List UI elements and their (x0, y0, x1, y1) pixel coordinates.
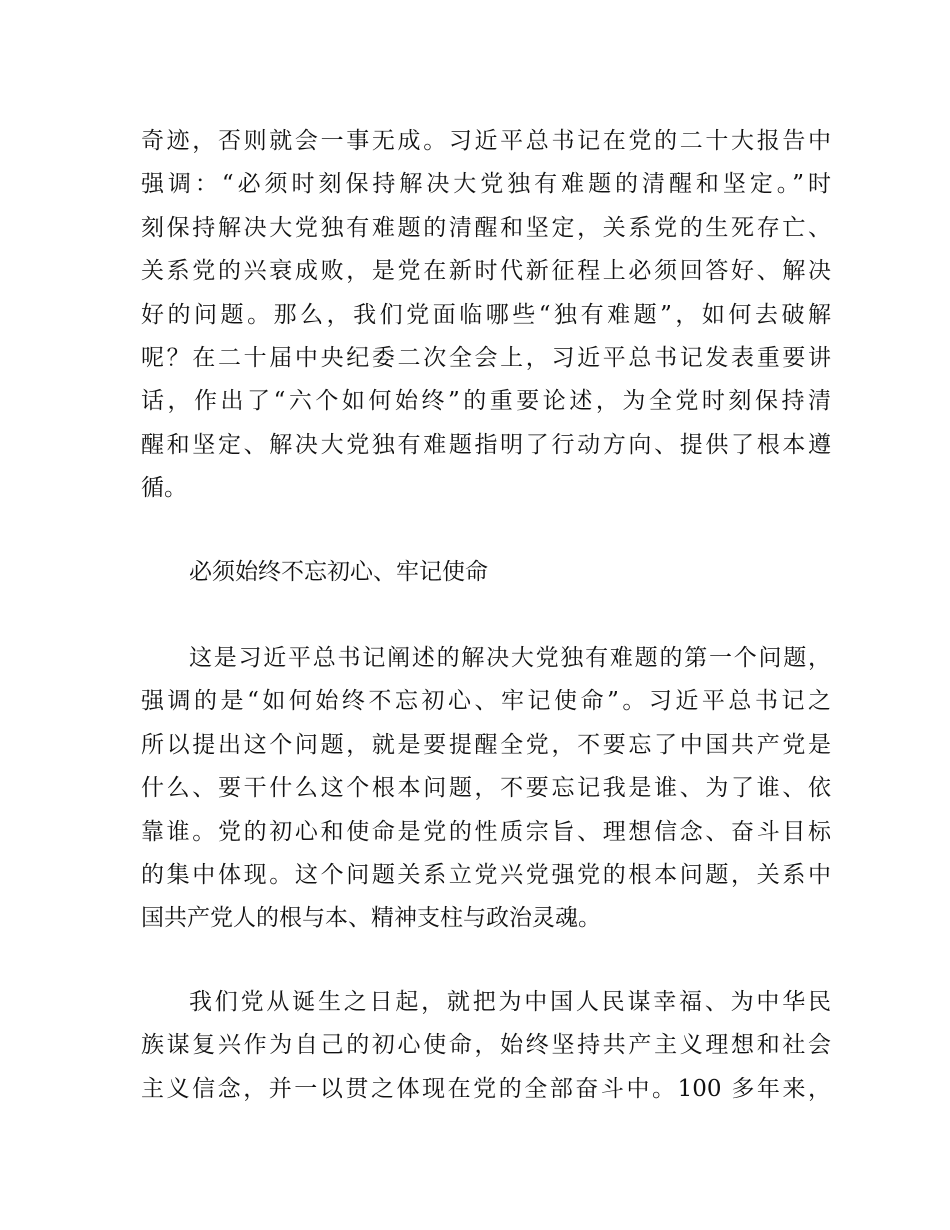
text-line: 好的问题。那么，我们党面临哪些“独有难题”，如何去破解 (141, 301, 831, 328)
text-line: 强调：“必须时刻保持解决大党独有难题的清醒和坚定。”时 (141, 171, 831, 198)
text-line: 族谋复兴作为自己的初心使命，始终坚持共产主义理想和社会 (141, 1032, 831, 1059)
text-line: 奇迹，否则就会一事无成。习近平总书记在党的二十大报告中 (141, 128, 831, 154)
text-line: 醒和坚定、解决大党独有难题指明了行动方向、提供了根本遵 (141, 431, 831, 458)
section-heading-text: 必须始终不忘初心、牢记使命 (189, 559, 488, 585)
text-line: 强调的是“如何始终不忘初心、牢记使命”。习近平总书记之 (141, 688, 831, 715)
text-line: 什么、要干什么这个根本问题，不要忘记我是谁、为了谁、依 (141, 775, 831, 802)
paragraph-3 (141, 981, 831, 1111)
text-line: 话，作出了“六个如何始终”的重要论述，为全党时刻保持清 (141, 388, 831, 415)
paragraph-2 (141, 637, 831, 941)
text-line: 刻保持解决大党独有难题的清醒和坚定，关系党的生死存亡、 (141, 214, 831, 241)
text-line: 关系党的兴衰成败，是党在新时代新征程上必须回答好、解决 (141, 258, 831, 285)
text-line: 国共产党人的根与本、精神支柱与政治灵魂。 (141, 905, 601, 932)
text-line: 我们党从诞生之日起，就把为中国人民谋幸福、为中华民 (189, 989, 831, 1015)
text-line: 的集中体现。这个问题关系立党兴党强党的根本问题，关系中 (141, 861, 831, 888)
paragraph-1 (141, 120, 831, 511)
text-line: 靠谁。党的初心和使命是党的性质宗旨、理想信念、奋斗目标 (141, 818, 831, 845)
text-line: 这是习近平总书记阐述的解决大党独有难题的第一个问题， (189, 645, 831, 671)
text-line: 主义信念，并一以贯之体现在党的全部奋斗中。100 多年来， (141, 1075, 831, 1102)
text-line: 呢？在二十届中央纪委二次全会上，习近平总书记发表重要讲 (141, 344, 831, 371)
text-line: 所以提出这个问题，就是要提醒全党，不要忘了中国共产党是 (141, 731, 831, 758)
text-line: 循。 (141, 475, 187, 502)
section-heading (141, 551, 831, 594)
